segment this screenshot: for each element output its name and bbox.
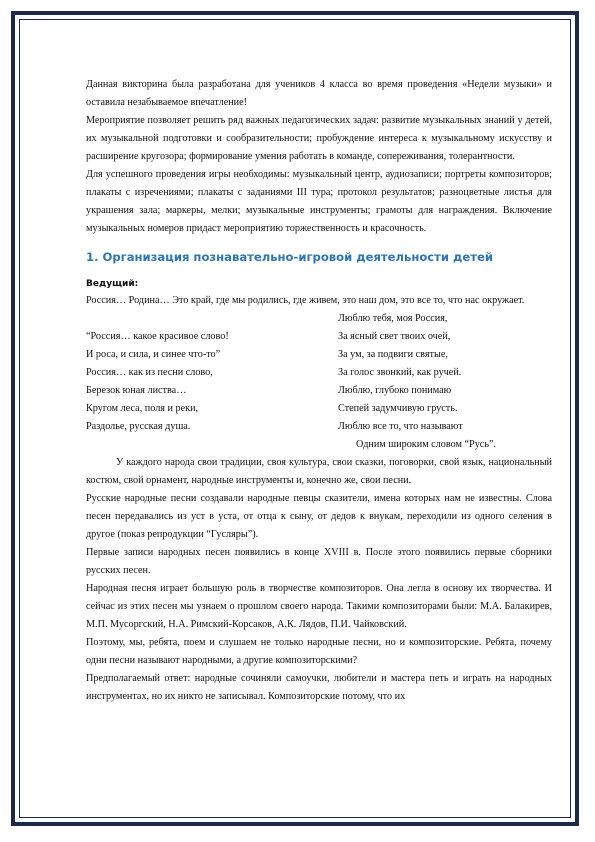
poem-line: За ясный свет твоих очей, <box>338 331 451 342</box>
poem-line: Березок юная листва… <box>86 385 187 396</box>
body-paragraph: Предполагаемый ответ: народные сочиняли самоучки, любители и мастера петь и играть на народных инструментах, но их никто не записывал. Композиторские потому, что их <box>86 673 552 702</box>
body-paragraph: Народная песня играет большую роль в творчестве композиторов. Она легла в основу их творчества. И сейчас из этих песен мы узнаем о прошлом своего народа. Такими композиторами были: М.А. Балакирев, М.П. Мусоргский, Н.А. Римский-Корсаков, А.К. Лядов, П.И. Чайковский. <box>86 583 552 630</box>
poem-line: Россия… как из песни слово, <box>86 367 213 378</box>
poem-line: Одним широким словом “Русь”. <box>356 439 497 450</box>
body-paragraph: Первые записи народных песен появились в конце XVIII в. После этого появились первые сборники русских песен. <box>86 547 552 576</box>
poem-line: Люблю тебя, моя Россия, <box>338 313 448 324</box>
speaker-label: Ведущий: <box>86 279 139 289</box>
poem-left-column <box>86 328 316 436</box>
intro-paragraph-1: Данная викторина была разработана для учеников 4 класса во время проведения «Недели музыки» и оставила незабываемое впечатление! <box>86 79 552 108</box>
poem-line: За ум, за подвиги святые, <box>338 349 448 360</box>
poem-line: И роса, и сила, и синее что-то” <box>86 349 221 360</box>
document-body <box>86 76 552 706</box>
poem-line: Раздолье, русская душа. <box>86 421 191 432</box>
body-paragraph: У каждого народа свои традиции, своя культура, свои сказки, поговорки, свой язык, национальный костюм, свой орнамент, народные инструменты и, конечно же, свои песни. <box>86 457 552 486</box>
poem-right-column <box>338 310 552 454</box>
poem-line: За голос звонкий, как ручей. <box>338 367 462 378</box>
body-paragraph: Поэтому, мы, ребята, поем и слушаем не только народные песни, но и композиторские. Ребята, почему одни песни называют народными, а другие композиторскими? <box>86 637 552 666</box>
body-paragraph: Русские народные песни создавали народные певцы сказители, имена которых нам не известны. Слова песен передавались из уст в уста, от отца к сыну, от дедов к внукам, переходили из одного селения в другое (показ репродукции “Гусляры”). <box>86 493 552 540</box>
poem-line: Люблю, глубоко понимаю <box>338 385 452 396</box>
poem-block <box>86 310 552 454</box>
poem-line: Кругом леса, поля и реки, <box>86 403 199 414</box>
poem-line: Люблю все то, что называют <box>338 421 463 432</box>
intro-paragraph-3: Для успешного проведения игры необходимы: музыкальный центр, аудиозаписи; портреты композиторов; плакаты с изречениями; плакаты с заданиями III тура; протокол результатов; разноцветные листья для украшения зала; маркеры, мелки; музыкальные инструменты; грамоты для награждения. Включение музыкальных номеров придаст мероприятию торжественность и красочность. <box>86 169 552 234</box>
section-heading: 1. Организация познавательно-игровой деятельности детей <box>86 250 493 264</box>
intro-paragraph-2: Мероприятие позволяет решить ряд важных педагогических задач: развитие музыкальных знаний у детей, их музыкальной подготовки и сообразительности; пробуждение интереса к музыкальному искусству и расширение кругозора; формирование умения работать в команде, сопереживания, толерантности. <box>86 115 552 162</box>
opening-paragraph: Россия… Родина… Это край, где мы родились, где живем, это наш дом, это все то, что нас окружает. <box>86 295 525 306</box>
poem-line: “Россия… какое красивое слово! <box>86 331 229 342</box>
poem-line: Степей задумчивую грусть. <box>338 403 458 414</box>
